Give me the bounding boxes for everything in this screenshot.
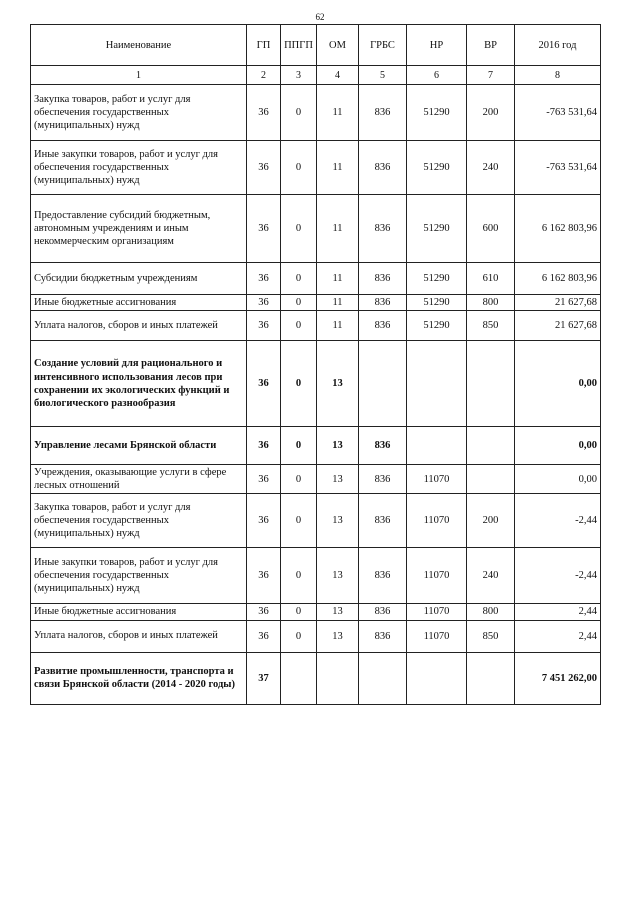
row-gp: 36 xyxy=(247,494,281,548)
row-vr: 200 xyxy=(467,494,515,548)
row-gp: 36 xyxy=(247,604,281,620)
row-gp: 36 xyxy=(247,263,281,295)
row-name: Субсидии бюджетным учреждениям xyxy=(31,263,247,295)
row-name: Закупка товаров, работ и услуг для обеспечения государственных (муниципальных) нужд xyxy=(31,85,247,141)
row-gp: 36 xyxy=(247,620,281,652)
row-name: Предоставление субсидий бюджетным, автономным учреждениям и иным некоммерческим организациям xyxy=(31,195,247,263)
table-row xyxy=(31,263,601,295)
column-header-2016: 2016 год xyxy=(515,25,601,66)
row-name: Развитие промышленности, транспорта и связи Брянской области (2014 - 2020 годы) xyxy=(31,652,247,704)
row-amount: 7 451 262,00 xyxy=(515,652,601,704)
row-om: 13 xyxy=(317,427,359,465)
row-vr xyxy=(467,652,515,704)
row-grbs: 836 xyxy=(359,141,407,195)
table-row xyxy=(31,620,601,652)
row-grbs: 836 xyxy=(359,85,407,141)
column-number: 2 xyxy=(247,66,281,85)
row-vr: 200 xyxy=(467,85,515,141)
budget-table xyxy=(30,24,601,705)
row-vr: 800 xyxy=(467,604,515,620)
row-gp: 36 xyxy=(247,85,281,141)
row-ppgp: 0 xyxy=(281,548,317,604)
row-name: Иные бюджетные ассигнования xyxy=(31,604,247,620)
row-nr: 51290 xyxy=(407,85,467,141)
table-row xyxy=(31,652,601,704)
row-name: Закупка товаров, работ и услуг для обеспечения государственных (муниципальных) нужд xyxy=(31,494,247,548)
table-row xyxy=(31,341,601,427)
row-ppgp: 0 xyxy=(281,465,317,494)
row-amount: 0,00 xyxy=(515,341,601,427)
table-row xyxy=(31,427,601,465)
row-vr: 610 xyxy=(467,263,515,295)
row-grbs xyxy=(359,652,407,704)
row-nr: 11070 xyxy=(407,494,467,548)
row-name: Уплата налогов, сборов и иных платежей xyxy=(31,311,247,341)
row-nr xyxy=(407,427,467,465)
page-number: 62 xyxy=(315,12,325,22)
row-vr: 850 xyxy=(467,311,515,341)
row-gp: 36 xyxy=(247,195,281,263)
table-row xyxy=(31,548,601,604)
table-row xyxy=(31,494,601,548)
row-om xyxy=(317,652,359,704)
row-vr xyxy=(467,465,515,494)
column-number: 8 xyxy=(515,66,601,85)
row-ppgp xyxy=(281,652,317,704)
row-ppgp: 0 xyxy=(281,141,317,195)
row-gp: 36 xyxy=(247,311,281,341)
column-number: 4 xyxy=(317,66,359,85)
row-name: Иные закупки товаров, работ и услуг для обеспечения государственных (муниципальных) нужд xyxy=(31,548,247,604)
row-om: 13 xyxy=(317,465,359,494)
table-row xyxy=(31,195,601,263)
row-nr: 51290 xyxy=(407,141,467,195)
row-om: 13 xyxy=(317,341,359,427)
row-grbs: 836 xyxy=(359,494,407,548)
table-row xyxy=(31,465,601,494)
row-ppgp: 0 xyxy=(281,427,317,465)
row-om: 11 xyxy=(317,85,359,141)
row-om: 11 xyxy=(317,141,359,195)
budget-rows xyxy=(31,85,601,705)
row-om: 11 xyxy=(317,295,359,311)
row-grbs: 836 xyxy=(359,263,407,295)
column-header-ppgp: ППГП xyxy=(281,25,317,66)
row-name: Иные закупки товаров, работ и услуг для обеспечения государственных (муниципальных) нужд xyxy=(31,141,247,195)
row-om: 11 xyxy=(317,195,359,263)
row-nr: 11070 xyxy=(407,548,467,604)
row-grbs: 836 xyxy=(359,548,407,604)
row-gp: 36 xyxy=(247,465,281,494)
row-gp: 36 xyxy=(247,548,281,604)
column-header-name: Наименование xyxy=(31,25,247,66)
row-nr: 11070 xyxy=(407,465,467,494)
table-row xyxy=(31,141,601,195)
row-name: Управление лесами Брянской области xyxy=(31,427,247,465)
row-name: Уплата налогов, сборов и иных платежей xyxy=(31,620,247,652)
row-nr: 51290 xyxy=(407,195,467,263)
row-om: 13 xyxy=(317,548,359,604)
row-vr xyxy=(467,341,515,427)
row-ppgp: 0 xyxy=(281,195,317,263)
row-amount: -2,44 xyxy=(515,494,601,548)
column-number: 6 xyxy=(407,66,467,85)
row-amount: 2,44 xyxy=(515,604,601,620)
row-amount: 21 627,68 xyxy=(515,295,601,311)
row-nr: 11070 xyxy=(407,604,467,620)
row-gp: 36 xyxy=(247,141,281,195)
column-header-om: ОМ xyxy=(317,25,359,66)
row-grbs: 836 xyxy=(359,604,407,620)
row-grbs xyxy=(359,341,407,427)
row-gp: 36 xyxy=(247,427,281,465)
row-nr xyxy=(407,341,467,427)
row-amount: 6 162 803,96 xyxy=(515,263,601,295)
row-amount: -763 531,64 xyxy=(515,141,601,195)
row-om: 11 xyxy=(317,263,359,295)
row-ppgp: 0 xyxy=(281,263,317,295)
row-amount: 6 162 803,96 xyxy=(515,195,601,263)
row-name: Иные бюджетные ассигнования xyxy=(31,295,247,311)
row-gp: 36 xyxy=(247,295,281,311)
column-header-grbs: ГРБС xyxy=(359,25,407,66)
row-grbs: 836 xyxy=(359,195,407,263)
row-vr: 800 xyxy=(467,295,515,311)
row-om: 13 xyxy=(317,604,359,620)
table-header-row xyxy=(31,25,601,66)
row-gp: 36 xyxy=(247,341,281,427)
column-number-row xyxy=(31,66,601,85)
column-number: 1 xyxy=(31,66,247,85)
row-amount: -2,44 xyxy=(515,548,601,604)
row-ppgp: 0 xyxy=(281,85,317,141)
row-ppgp: 0 xyxy=(281,620,317,652)
row-grbs: 836 xyxy=(359,311,407,341)
column-number: 3 xyxy=(281,66,317,85)
row-om: 11 xyxy=(317,311,359,341)
row-name: Учреждения, оказывающие услуги в сфере лесных отношений xyxy=(31,465,247,494)
row-amount: 21 627,68 xyxy=(515,311,601,341)
row-amount: 0,00 xyxy=(515,465,601,494)
table-row xyxy=(31,85,601,141)
row-nr: 11070 xyxy=(407,620,467,652)
table-row xyxy=(31,295,601,311)
column-header-vr: ВР xyxy=(467,25,515,66)
row-amount: -763 531,64 xyxy=(515,85,601,141)
row-om: 13 xyxy=(317,494,359,548)
column-number: 7 xyxy=(467,66,515,85)
column-header-nr: НР xyxy=(407,25,467,66)
row-grbs: 836 xyxy=(359,295,407,311)
row-grbs: 836 xyxy=(359,465,407,494)
row-vr: 240 xyxy=(467,141,515,195)
row-vr: 850 xyxy=(467,620,515,652)
row-ppgp: 0 xyxy=(281,604,317,620)
row-grbs: 836 xyxy=(359,620,407,652)
row-amount: 2,44 xyxy=(515,620,601,652)
row-gp: 37 xyxy=(247,652,281,704)
row-vr: 240 xyxy=(467,548,515,604)
row-nr: 51290 xyxy=(407,295,467,311)
row-vr xyxy=(467,427,515,465)
column-header-gp: ГП xyxy=(247,25,281,66)
row-nr: 51290 xyxy=(407,263,467,295)
row-nr: 51290 xyxy=(407,311,467,341)
row-ppgp: 0 xyxy=(281,494,317,548)
row-ppgp: 0 xyxy=(281,295,317,311)
table-row xyxy=(31,311,601,341)
row-om: 13 xyxy=(317,620,359,652)
row-name: Создание условий для рационального и интенсивного использования лесов при сохранении их экологических функций и биологического разнообразия xyxy=(31,341,247,427)
row-ppgp: 0 xyxy=(281,311,317,341)
table-row xyxy=(31,604,601,620)
row-grbs: 836 xyxy=(359,427,407,465)
column-number: 5 xyxy=(359,66,407,85)
row-nr xyxy=(407,652,467,704)
row-ppgp: 0 xyxy=(281,341,317,427)
row-amount: 0,00 xyxy=(515,427,601,465)
row-vr: 600 xyxy=(467,195,515,263)
